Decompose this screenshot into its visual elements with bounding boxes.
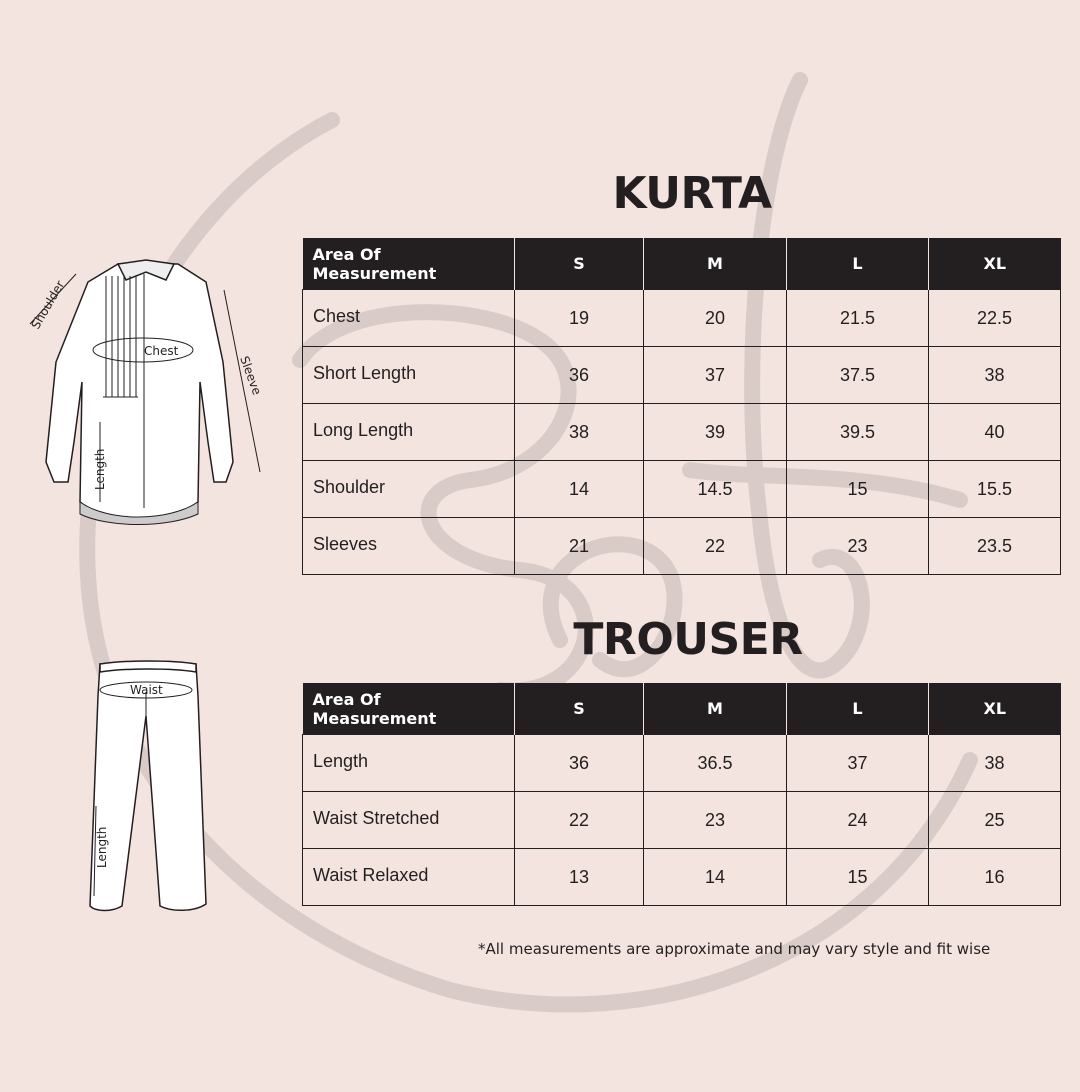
size-value-cell: 23 — [644, 792, 787, 849]
size-value-cell: 16 — [929, 849, 1061, 906]
size-value-cell: 36 — [515, 347, 644, 404]
table-row — [303, 404, 1061, 461]
header-area: Area Of Measurement — [303, 238, 515, 290]
size-value-cell: 22 — [515, 792, 644, 849]
footnote: *All measurements are approximate and may vary style and fit wise — [478, 940, 991, 958]
size-value-cell: 40 — [929, 404, 1061, 461]
header-xl: XL — [929, 238, 1061, 290]
size-value-cell: 14.5 — [644, 461, 787, 518]
row-area-label: Short Length — [303, 347, 515, 404]
size-value-cell: 21.5 — [787, 290, 929, 347]
size-value-cell: 14 — [644, 849, 787, 906]
size-value-cell: 38 — [929, 347, 1061, 404]
kurta-body — [46, 264, 233, 519]
size-value-cell: 13 — [515, 849, 644, 906]
size-value-cell: 19 — [515, 290, 644, 347]
kurta-illustration — [28, 252, 268, 532]
table-row — [303, 792, 1061, 849]
table-row — [303, 290, 1061, 347]
kurta-size-table — [302, 238, 1061, 575]
size-value-cell: 37 — [787, 735, 929, 792]
size-value-cell: 15.5 — [929, 461, 1061, 518]
size-value-cell: 24 — [787, 792, 929, 849]
trouser-illustration — [86, 656, 216, 918]
header-s: S — [515, 683, 644, 735]
header-m: M — [644, 238, 787, 290]
size-value-cell: 36 — [515, 735, 644, 792]
size-value-cell: 22.5 — [929, 290, 1061, 347]
kurta-chest-label: Chest — [144, 344, 179, 358]
table-header-row — [303, 238, 1061, 290]
size-value-cell: 37 — [644, 347, 787, 404]
size-value-cell: 38 — [515, 404, 644, 461]
trouser-length-label: Length — [95, 826, 109, 868]
header-s: S — [515, 238, 644, 290]
trouser-outline — [90, 664, 206, 911]
row-area-label: Length — [303, 735, 515, 792]
header-l: L — [787, 238, 929, 290]
row-area-label: Sleeves — [303, 518, 515, 575]
row-area-label: Long Length — [303, 404, 515, 461]
trouser-title: TROUSER — [573, 614, 803, 665]
trouser-size-table — [302, 683, 1061, 906]
size-value-cell: 15 — [787, 849, 929, 906]
row-area-label: Chest — [303, 290, 515, 347]
size-value-cell: 39 — [644, 404, 787, 461]
size-value-cell: 20 — [644, 290, 787, 347]
row-area-label: Waist Relaxed — [303, 849, 515, 906]
size-value-cell: 38 — [929, 735, 1061, 792]
header-area: Area Of Measurement — [303, 683, 515, 735]
size-value-cell: 25 — [929, 792, 1061, 849]
kurta-length-label: Length — [93, 448, 107, 490]
table-row — [303, 849, 1061, 906]
kurta-sleeve-label: Sleeve — [237, 354, 265, 397]
row-area-label: Waist Stretched — [303, 792, 515, 849]
header-l: L — [787, 683, 929, 735]
kurta-title: KURTA — [612, 168, 772, 219]
table-row — [303, 347, 1061, 404]
size-value-cell: 39.5 — [787, 404, 929, 461]
header-m: M — [644, 683, 787, 735]
size-value-cell: 37.5 — [787, 347, 929, 404]
table-row — [303, 735, 1061, 792]
size-value-cell: 15 — [787, 461, 929, 518]
table-header-row — [303, 683, 1061, 735]
trouser-waist-label: Waist — [130, 683, 163, 697]
size-value-cell: 22 — [644, 518, 787, 575]
size-value-cell: 14 — [515, 461, 644, 518]
table-row — [303, 461, 1061, 518]
size-value-cell: 23 — [787, 518, 929, 575]
row-area-label: Shoulder — [303, 461, 515, 518]
size-value-cell: 21 — [515, 518, 644, 575]
size-value-cell: 36.5 — [644, 735, 787, 792]
header-xl: XL — [929, 683, 1061, 735]
table-row — [303, 518, 1061, 575]
size-value-cell: 23.5 — [929, 518, 1061, 575]
kurta-shoulder-label: Shoulder — [28, 278, 68, 332]
